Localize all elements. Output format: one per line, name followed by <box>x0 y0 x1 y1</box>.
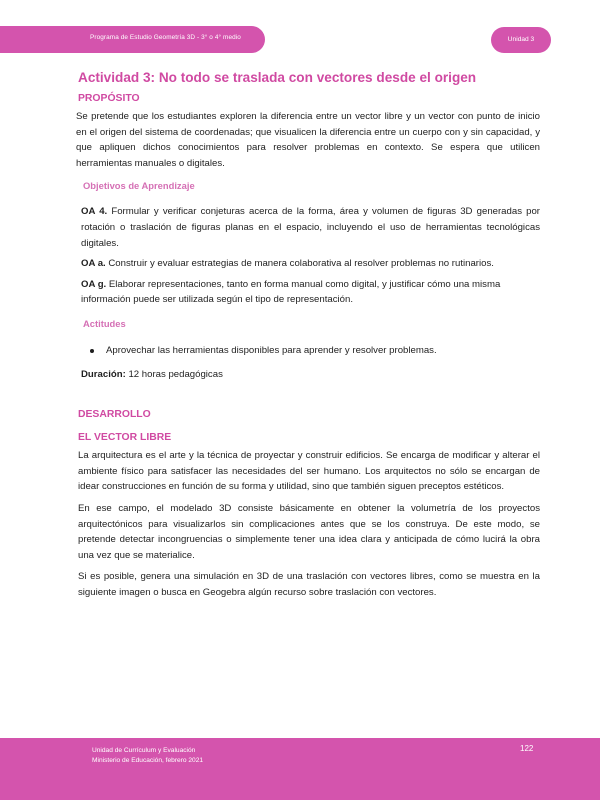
footer-line-1: Unidad de Currículum y Evaluación <box>92 747 196 754</box>
attitude-item <box>78 343 540 359</box>
objective-oag <box>81 277 540 308</box>
activity-title: Actividad 3: No todo se traslada con vectores desde el origen <box>78 70 477 85</box>
objective-text: Formular y verificar conjeturas acerca de la forma, área y volumen de figuras 3D generadas por rotación o traslación de figuras planas en el espacio, incluyendo el uso de herramientas tecnológicas digitales. <box>81 206 541 249</box>
duration-label: Duración: <box>81 368 126 380</box>
unit-badge: Unidad 3 <box>491 27 551 53</box>
objective-code: OA g. <box>81 278 107 290</box>
footer-credits <box>92 746 203 766</box>
purpose-text: Se pretende que los estudiantes exploren la diferencia entre un vector libre y un vector con punto de inicio en el origen del sistema de coordenadas; que visualicen la diferencia entre un cuerpo con y sin capacidad, y que apliquen dichos conocimientos para resolver problemas en contexto. Se espera que utilicen herramientas manuales o digitales. <box>76 111 540 169</box>
development-paragraph: Si es posible, genera una simulación en 3D de una traslación con vectores libres, como se muestra en la siguiente imagen o busca en Geogebra algún recurso sobre traslación con vectores. <box>78 571 540 598</box>
main-content <box>78 70 540 600</box>
purpose-heading: PROPÓSITO <box>78 93 140 104</box>
objective-oaa <box>81 256 540 272</box>
development-paragraph: En ese campo, el modelado 3D consiste básicamente en obtener la volumetría de los proyectos arquitectónicos para visualizarlos sin complicaciones antes que se los construya. De este modo, se pretende detectar incongruencias o simplemente tener una idea clara y anticipada de cómo lucirá la obra una vez que se materialice. <box>78 502 540 561</box>
objective-code: OA a. <box>81 258 106 270</box>
development-heading: DESARROLLO <box>78 409 151 421</box>
free-vector-heading: EL VECTOR LIBRE <box>78 432 172 444</box>
duration <box>81 367 540 383</box>
attitude-text: Aprovechar las herramientas disponibles para aprender y resolver problemas. <box>106 344 437 356</box>
footer-line-2: Ministerio de Educación, febrero 2021 <box>92 757 204 764</box>
objective-text: Construir y evaluar estrategias de manera colaborativa al resolver problemas no rutinarios. <box>108 258 494 270</box>
objectives-heading: Objetivos de Aprendizaje <box>83 180 195 192</box>
bullet-icon <box>90 349 94 353</box>
objective-code: OA 4. <box>81 206 108 218</box>
objective-oa4 <box>81 204 540 251</box>
program-title: Programa de Estudio Geometría 3D - 3° o 4° medio <box>90 34 241 41</box>
page-number: 122 <box>520 744 534 753</box>
attitudes-heading: Actitudes <box>83 317 126 329</box>
footer-bar <box>0 738 600 800</box>
objective-text: Elaborar representaciones, tanto en forma manual como digital, y justificar cómo una misma información puede ser utilizada según el tipo de representación. <box>81 278 501 306</box>
duration-value: 12 horas pedagógicas <box>128 368 223 380</box>
development-paragraph: La arquitectura es el arte y la técnica de proyectar y construir edificios. Se encarga de modificar y alterar el ambiente físico para satisfacer las necesidades del ser humano. Los arquitectos no sólo se encargan de idear construcciones en función de su forma y utilidad, sino que también siguen preceptos estéticos. <box>78 450 540 493</box>
